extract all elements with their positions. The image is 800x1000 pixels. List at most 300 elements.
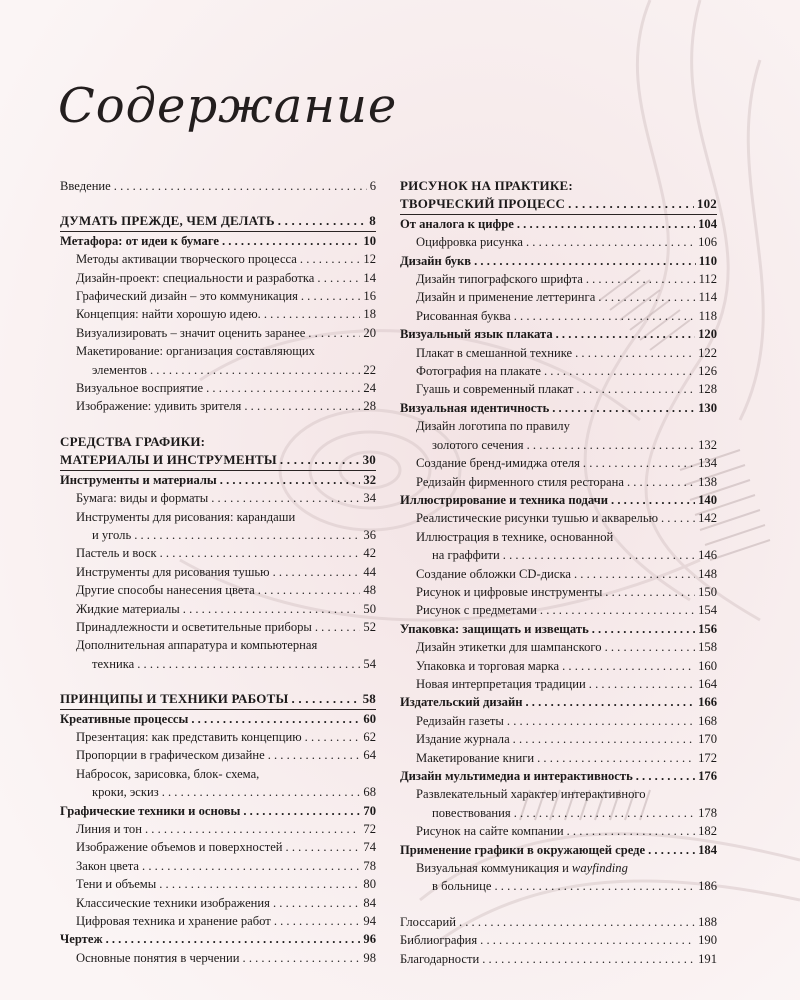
toc-entry[interactable] (400, 730, 717, 748)
toc-entry-label: Линия и тон (76, 822, 142, 836)
toc-entry[interactable] (60, 875, 376, 893)
dot-leader (575, 344, 695, 362)
toc-entry-label: РИСУНОК НА ПРАКТИКЕ: (400, 178, 573, 193)
toc-page-number: 140 (698, 492, 717, 507)
toc-entry[interactable] (60, 618, 376, 636)
toc-entry-label: Инструменты для рисования: карандаши (76, 509, 296, 524)
toc-entry (60, 508, 376, 526)
toc-entry[interactable] (400, 436, 717, 454)
dot-leader (114, 177, 367, 195)
toc-entry[interactable] (400, 307, 717, 325)
toc-page-number: 14 (363, 270, 376, 285)
toc-page-number: 50 (363, 601, 376, 616)
toc-page-number: 54 (363, 656, 376, 671)
dot-leader (278, 212, 367, 230)
dot-leader (513, 730, 695, 748)
dot-leader (537, 749, 695, 767)
dot-leader (503, 546, 695, 564)
toc-entry (400, 417, 717, 435)
toc-page-number: 32 (363, 472, 376, 487)
toc-entry[interactable] (60, 838, 376, 856)
toc-chapter-entry[interactable] (400, 620, 717, 638)
toc-entry-label: Глоссарий (400, 914, 456, 929)
dot-leader (480, 931, 695, 949)
dot-leader (145, 820, 360, 838)
toc-entry-label: Создание бренд-имиджа отеля (416, 456, 580, 471)
toc-entry-label: Дизайн букв (400, 253, 472, 268)
toc-entry[interactable] (60, 489, 376, 507)
dot-leader (514, 804, 695, 822)
toc-page-number: 132 (698, 437, 717, 452)
toc-entry-label: в больнице (432, 879, 492, 894)
toc-entry (400, 528, 717, 546)
dot-leader (636, 767, 695, 785)
toc-page-number: 24 (363, 381, 376, 396)
toc-entry-label: Инструменты и материалы (60, 472, 217, 487)
toc-entry[interactable] (400, 473, 717, 491)
toc-entry-label: Применение графики в окружающей среде (400, 842, 646, 857)
toc-entry-label: Изображение объемов и поверхностей (76, 840, 283, 855)
toc-entry[interactable] (60, 857, 376, 875)
toc-entry-label: Макетирование книги (416, 750, 535, 765)
dot-leader (514, 307, 696, 325)
toc-right-column (400, 177, 717, 968)
toc-entry-label: Бумага: виды и форматы (76, 491, 209, 506)
toc-entry-label: Издательский дизайн (400, 695, 523, 710)
toc-entry[interactable] (400, 583, 717, 601)
toc-entry-label: Изображение: удивить зрителя (76, 399, 242, 414)
dot-leader (611, 491, 695, 509)
toc-section-heading[interactable] (60, 451, 376, 470)
dot-leader (305, 728, 361, 746)
toc-page-number: 154 (698, 603, 717, 618)
toc-entry[interactable] (60, 397, 376, 415)
toc-entry-label: Другие способы нанесения цвета (76, 583, 255, 598)
toc-entry[interactable] (400, 288, 717, 306)
dot-leader (648, 841, 695, 859)
dot-leader (211, 489, 360, 507)
toc-entry (60, 342, 376, 360)
dot-leader (191, 710, 360, 728)
toc-entry-label: Оцифровка рисунка (416, 235, 523, 250)
toc-chapter-entry[interactable] (400, 767, 717, 785)
dot-leader (540, 601, 695, 619)
dot-leader (308, 324, 360, 342)
dot-leader (206, 379, 360, 397)
toc-page-number: 102 (696, 196, 717, 212)
toc-page-number: 62 (363, 729, 376, 744)
toc-page-number: 146 (698, 548, 717, 563)
toc-entry[interactable] (400, 950, 717, 968)
toc-entry (400, 859, 717, 877)
toc-page-number: 104 (698, 216, 717, 231)
toc-entry[interactable] (400, 804, 717, 822)
toc-entry-label: Визуализировать – значит оценить заранее (76, 325, 306, 340)
toc-entry[interactable] (60, 820, 376, 838)
toc-page-number: 182 (698, 824, 717, 839)
dot-leader (106, 930, 361, 948)
dot-leader (568, 195, 694, 213)
dot-leader (183, 600, 361, 618)
toc-chapter-entry[interactable] (400, 399, 717, 417)
toc-entry (60, 636, 376, 654)
toc-entry[interactable] (400, 749, 717, 767)
toc-entry-label: Чертеж (60, 932, 103, 947)
toc-entry-label: Иллюстрирование и техника подачи (400, 492, 609, 507)
toc-page-number: 68 (363, 785, 376, 800)
toc-entry-label: СРЕДСТВА ГРАФИКИ: (60, 433, 206, 449)
toc-entry[interactable] (400, 822, 717, 840)
toc-left-column (60, 177, 376, 967)
toc-entry[interactable] (400, 362, 717, 380)
toc-entry-label: Иллюстрация в технике, основанной (416, 529, 614, 544)
toc-page-number: 94 (363, 914, 376, 929)
toc-entry[interactable] (60, 177, 376, 195)
toc-page-number: 191 (698, 951, 717, 966)
toc-entry[interactable] (400, 657, 717, 675)
toc-page-number: 80 (363, 877, 376, 892)
toc-entry-label: Визуальное восприятие (76, 381, 204, 396)
toc-entry-label: Принадлежности и осветительные приборы (76, 619, 312, 634)
toc-entry[interactable] (400, 638, 717, 656)
toc-entry[interactable] (400, 344, 717, 362)
toc-entry[interactable] (400, 931, 717, 949)
page-title: Содержание (58, 78, 398, 134)
toc-page-number: 130 (698, 400, 717, 415)
toc-entry[interactable] (60, 581, 376, 599)
toc-entry-label: золотого сечения (432, 437, 524, 452)
toc-page-number: 114 (698, 290, 717, 305)
toc-page-number: 110 (698, 253, 717, 268)
toc-section-heading (400, 177, 717, 195)
dot-leader (159, 875, 360, 893)
toc-entry-label: Благодарности (400, 951, 480, 966)
toc-page-number: 44 (363, 564, 376, 579)
dot-leader (300, 250, 361, 268)
dot-leader (301, 287, 361, 305)
toc-page-number: 48 (363, 583, 376, 598)
toc-entry-label: Пропорции в графическом дизайне (76, 748, 265, 763)
dot-leader (317, 269, 360, 287)
toc-entry-label: Пастель и воск (76, 546, 157, 561)
dot-leader (589, 675, 695, 693)
dot-leader (291, 690, 359, 708)
toc-entry-label: Графические техники и основы (60, 803, 241, 818)
toc-page-number: 28 (363, 399, 376, 414)
dot-leader (592, 620, 695, 638)
toc-page-number: 84 (363, 895, 376, 910)
toc-section-heading[interactable] (60, 690, 376, 709)
toc-section-heading[interactable] (400, 195, 717, 214)
toc-page-number: 6 (369, 179, 376, 193)
toc-chapter-entry[interactable] (60, 930, 376, 948)
toc-entry[interactable] (400, 270, 717, 288)
toc-section-heading (60, 433, 376, 451)
toc-page-number: 20 (363, 325, 376, 340)
toc-entry[interactable] (400, 233, 717, 251)
toc-entry[interactable] (400, 712, 717, 730)
toc-chapter-entry[interactable] (400, 215, 717, 233)
toc-entry-label: Классические техники изображения (76, 895, 270, 910)
toc-entry-label: Редизайн фирменного стиля ресторана (416, 474, 624, 489)
dot-leader (562, 657, 695, 675)
toc-page-number: 72 (363, 822, 376, 836)
dot-leader (243, 802, 360, 820)
toc-entry-label: Графический дизайн – это коммуникация (76, 289, 298, 304)
toc-entry-label: Тени и объемы (76, 877, 157, 892)
toc-entry (60, 765, 376, 783)
toc-entry-label: ПРИНЦИПЫ И ТЕХНИКИ РАБОТЫ (60, 691, 289, 707)
toc-entry[interactable] (60, 728, 376, 746)
toc-entry-label: Введение (60, 179, 111, 193)
toc-entry (400, 785, 717, 803)
toc-page-number: 60 (363, 711, 376, 726)
dot-leader (134, 526, 360, 544)
toc-entry-label: Цифровая техника и хранение работ (76, 914, 271, 929)
toc-section-heading[interactable] (60, 212, 376, 231)
dot-leader (162, 783, 361, 801)
toc-entry-label: Набросок, зарисовка, блок- схема, (76, 766, 260, 781)
toc-page-number: 184 (698, 842, 717, 857)
toc-entry[interactable] (400, 546, 717, 564)
toc-entry-label: Развлекательный характер интерактивного (416, 787, 646, 802)
toc-entry-label: Дизайн логотипа по правилу (416, 419, 570, 434)
toc-entry-label: Редизайн газеты (416, 713, 504, 728)
toc-entry[interactable] (60, 305, 376, 323)
toc-entry[interactable] (400, 877, 717, 895)
toc-page-number: 176 (698, 769, 717, 783)
toc-entry[interactable] (60, 600, 376, 618)
toc-entry-label: Рисованная буква (416, 308, 511, 323)
toc-page-number: 168 (698, 713, 717, 728)
dot-leader (150, 361, 360, 379)
dot-leader (220, 471, 361, 489)
dot-leader (525, 693, 695, 711)
dot-leader (526, 233, 695, 251)
dot-leader (137, 655, 360, 673)
toc-page-number: 10 (363, 233, 376, 248)
toc-page-number: 172 (698, 750, 717, 765)
toc-entry[interactable] (60, 563, 376, 581)
toc-chapter-entry[interactable] (60, 471, 376, 489)
toc-entry-label: ДУМАТЬ ПРЕЖДЕ, ЧЕМ ДЕЛАТЬ (60, 213, 275, 229)
dot-leader (222, 232, 360, 250)
toc-page-number: 126 (698, 364, 717, 379)
toc-entry-label: От аналога к цифре (400, 216, 514, 231)
toc-page-number: 186 (698, 879, 717, 894)
toc-entry-label: Основные понятия в черчении (76, 950, 240, 965)
toc-chapter-entry[interactable] (60, 802, 376, 820)
toc-page-number: 96 (363, 932, 376, 947)
toc-entry[interactable] (400, 675, 717, 693)
dot-leader (482, 950, 695, 968)
toc-entry[interactable] (60, 250, 376, 268)
toc-page-number: 18 (363, 307, 376, 322)
dot-leader (243, 949, 361, 967)
toc-entry-label: Реалистические рисунки тушью и акварелью (416, 511, 658, 526)
toc-page-number: 16 (363, 289, 376, 304)
toc-page-number: 34 (363, 491, 376, 506)
toc-entry-label: Плакат в смешанной технике (416, 345, 573, 360)
dot-leader (264, 305, 361, 323)
toc-entry-label: Дополнительная аппаратура и компьютерная (76, 638, 318, 653)
toc-entry[interactable] (400, 913, 717, 931)
toc-entry-label: Рисунок с предметами (416, 603, 537, 618)
dot-leader (661, 509, 695, 527)
toc-page-number: 42 (363, 546, 376, 561)
dot-leader (286, 838, 361, 856)
dot-leader (574, 565, 695, 583)
dot-leader (517, 215, 695, 233)
dot-leader (459, 913, 695, 931)
toc-entry[interactable] (60, 361, 376, 379)
toc-page-number: 52 (363, 619, 376, 634)
dot-leader (494, 877, 695, 895)
toc-entry-label: элементов (92, 362, 147, 377)
dot-leader (273, 894, 360, 912)
toc-page-number: 74 (363, 840, 376, 855)
toc-entry[interactable] (60, 324, 376, 342)
dot-leader (583, 454, 695, 472)
toc-entry-label: Визуальная коммуникация и (416, 861, 569, 876)
dot-leader (507, 712, 695, 730)
toc-chapter-entry[interactable] (400, 491, 717, 509)
toc-page-number: 134 (698, 456, 717, 471)
dot-leader (268, 746, 361, 764)
toc-page-number: 8 (369, 213, 376, 229)
toc-page-number: 70 (363, 803, 376, 818)
toc-chapter-entry[interactable] (400, 325, 717, 343)
section-gap (60, 416, 376, 433)
toc-entry-label: Рисунок на сайте компании (416, 824, 564, 839)
dot-leader (552, 399, 695, 417)
section-gap (400, 896, 717, 913)
toc-chapter-entry[interactable] (400, 693, 717, 711)
toc-entry[interactable] (60, 269, 376, 287)
toc-page-number: 150 (698, 584, 717, 599)
toc-page-number: 156 (698, 621, 717, 636)
toc-entry-label: Концепция: найти хорошую идею. (76, 307, 261, 322)
toc-entry-label: Инструменты для рисования тушью (76, 564, 270, 579)
toc-entry-label: Создание обложки CD-диска (416, 566, 571, 581)
toc-entry-label: Издание журнала (416, 732, 510, 747)
dot-leader (598, 288, 695, 306)
toc-page-number: 148 (698, 566, 717, 581)
toc-entry[interactable] (400, 601, 717, 619)
toc-page-number: 58 (362, 691, 376, 707)
toc-entry-label: Макетирование: организация составляющих (76, 344, 315, 359)
dot-leader (258, 581, 361, 599)
toc-entry-label: Гуашь и современный плакат (416, 382, 574, 397)
dot-leader (474, 252, 696, 270)
toc-entry-label: МАТЕРИАЛЫ И ИНСТРУМЕНТЫ (60, 452, 277, 468)
toc-entry-label: Дизайн-проект: специальности и разработка (76, 270, 315, 285)
toc-page-number: 36 (363, 527, 376, 542)
toc-chapter-entry[interactable] (60, 710, 376, 728)
toc-entry-label: Упаковка: защищать и извещать (400, 621, 589, 636)
dot-leader (280, 451, 360, 469)
section-gap (60, 673, 376, 690)
toc-page-number: 122 (698, 345, 717, 360)
toc-entry-label: Дизайн мультимедиа и интерактивность (400, 769, 633, 783)
toc-page-number: 160 (698, 658, 717, 673)
toc-page-number: 12 (363, 252, 376, 267)
toc-page-number: 170 (698, 732, 717, 747)
toc-entry[interactable] (400, 380, 717, 398)
toc-page-number: 138 (698, 474, 717, 489)
toc-page-number: 166 (698, 695, 717, 710)
dot-leader (142, 857, 360, 875)
toc-entry-label: техника (92, 656, 135, 671)
toc-page-number: 22 (363, 362, 376, 377)
toc-page-number: 158 (698, 640, 717, 655)
toc-page-number: 30 (362, 452, 376, 468)
toc-entry-label: Новая интерпретация традиции (416, 676, 586, 691)
dot-leader (527, 436, 696, 454)
toc-entry-label: Дизайн и применение леттеринга (416, 290, 596, 305)
toc-entry-label: на граффити (432, 548, 500, 563)
toc-entry-label: Методы активации творческого процесса (76, 252, 297, 267)
toc-entry-label: повествования (432, 805, 511, 820)
toc-entry[interactable] (400, 509, 717, 527)
dot-leader (244, 397, 360, 415)
toc-entry[interactable] (60, 655, 376, 673)
toc-entry[interactable] (60, 379, 376, 397)
dot-leader (605, 583, 695, 601)
toc-entry[interactable] (60, 949, 376, 967)
toc-entry[interactable] (60, 783, 376, 801)
toc-page-number: 164 (698, 676, 717, 691)
toc-entry-label: Креативные процессы (60, 711, 189, 726)
toc-page-number: 128 (698, 382, 717, 397)
toc-entry-label: ТВОРЧЕСКИЙ ПРОЦЕСС (400, 196, 566, 212)
toc-page-number: 98 (363, 950, 376, 965)
toc-chapter-entry[interactable] (400, 252, 717, 270)
toc-page-number: 142 (698, 511, 717, 526)
toc-entry-label: Дизайн этикетки для шампанского (416, 640, 602, 655)
toc-entry-label: Дизайн типографского шрифта (416, 272, 583, 287)
toc-entry[interactable] (400, 454, 717, 472)
toc-page-number: 78 (363, 858, 376, 873)
dot-leader (627, 473, 695, 491)
toc-entry[interactable] (400, 565, 717, 583)
toc-page-number: 112 (698, 272, 717, 287)
dot-leader (544, 362, 695, 380)
toc-entry[interactable] (60, 912, 376, 930)
dot-leader (273, 563, 361, 581)
toc-entry-label: Презентация: как представить концепцию (76, 729, 302, 744)
toc-entry[interactable] (60, 526, 376, 544)
toc-entry-label: Визуальный язык плаката (400, 327, 553, 342)
toc-entry-label: Библиография (400, 933, 478, 948)
dot-leader (567, 822, 695, 840)
toc-chapter-entry[interactable] (60, 232, 376, 250)
dot-leader (605, 638, 696, 656)
toc-entry[interactable] (60, 894, 376, 912)
toc-chapter-entry[interactable] (400, 841, 717, 859)
toc-page-number: 190 (698, 933, 717, 948)
toc-entry-label: и уголь (92, 527, 132, 542)
toc-entry-label: кроки, эскиз (92, 785, 159, 800)
dot-leader (586, 270, 696, 288)
toc-entry[interactable] (60, 746, 376, 764)
toc-entry-italic-term: wayfinding (571, 861, 628, 876)
toc-entry[interactable] (60, 544, 376, 562)
toc-page-number: 64 (363, 748, 376, 763)
dot-leader (274, 912, 361, 930)
toc-entry-label: Метафора: от идеи к бумаге (60, 233, 219, 248)
toc-entry[interactable] (60, 287, 376, 305)
